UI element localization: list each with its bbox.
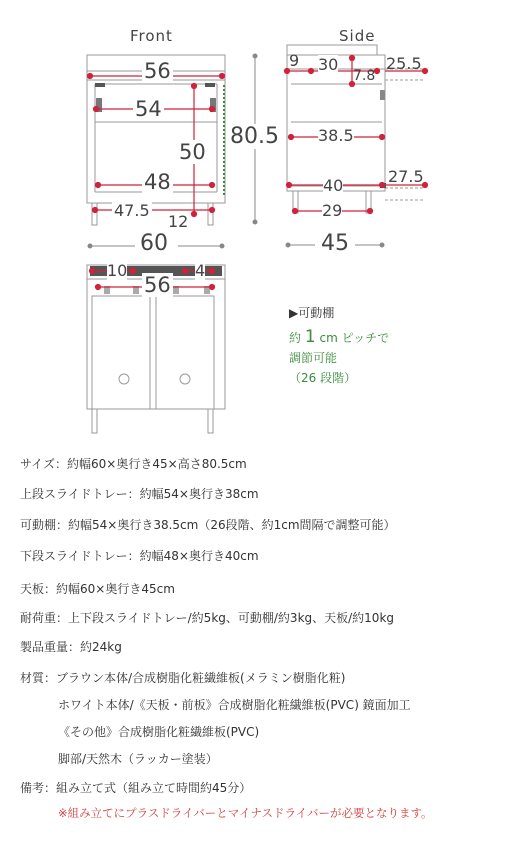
spec-top-board: 天板：約幅60×奥行き45cm (20, 582, 175, 596)
movable-line1-num: 1 (304, 327, 316, 347)
dim-side-lower: 40 (323, 176, 344, 195)
dim-side-shelf: 38.5 (318, 126, 354, 145)
dim-total-width: 60 (140, 231, 168, 256)
dim-front-leg-height: 12 (168, 212, 189, 231)
movable-shelf-note (289, 304, 389, 388)
dim-front-upper-tray: 54 (135, 97, 162, 121)
dim-side-lower-right: 27.5 (388, 167, 424, 186)
spec-material-3: 《その他》合成樹脂化粧繊維板(PVC) (58, 725, 260, 739)
dim-front-inner-height: 50 (179, 140, 206, 164)
spec-material-2: ホワイト本体/《天板・前板》合成樹脂化粧繊維板(PVC) 鏡面加工 (58, 698, 411, 712)
dim-side-b: 30 (318, 55, 339, 74)
spec-size: サイズ：約幅60×奥行き45×高さ80.5cm (20, 457, 247, 471)
dim-side-d: 7.8 (353, 68, 376, 84)
dim-bottom-c: 56 (144, 273, 171, 297)
dim-bottom-a: 10 (107, 261, 128, 280)
spec-movable-shelf: 可動棚：約幅54×奥行き38.5cm（26段階、約1cm間隔で調整可能） (20, 518, 396, 532)
dim-side-a: 9 (289, 51, 300, 70)
movable-line3: （26 段階） (289, 371, 357, 385)
movable-line1-prefix: 約 (289, 331, 302, 345)
spec-remarks: 備考：組み立て式（組み立て時間約45分） (20, 781, 252, 795)
dim-side-leg-span: 29 (322, 201, 343, 220)
spec-upper-tray: 上段スライドトレー：約幅54×奥行き38cm (20, 487, 259, 501)
movable-shelf-title: ▶可動棚 (289, 306, 335, 320)
spec-material-4: 脚部/天然木（ラッカー塗装） (58, 752, 218, 766)
spec-load-capacity: 耐荷重：上下段スライドトレー/約5kg、可動棚/約3kg、天板/約10kg (20, 611, 395, 625)
side-view-label: Side (339, 27, 376, 45)
dim-total-depth: 45 (321, 231, 349, 256)
dim-front-leg-span: 47.5 (114, 201, 150, 220)
spec-weight: 製品重量：約24kg (20, 640, 122, 654)
spec-material-1: 材質：ブラウン本体/合成樹脂化粧繊維板(メラミン樹脂化粧) (20, 671, 346, 685)
dim-front-lower-tray: 48 (144, 170, 171, 194)
movable-line2: 調節可能 (289, 351, 338, 365)
spec-lower-tray: 下段スライドトレー：約幅48×奥行き40cm (20, 549, 259, 563)
dim-front-top-width: 56 (144, 59, 171, 83)
movable-line1-suffix: cm ピッチで (319, 331, 390, 345)
dim-total-height: 80.5 (230, 124, 279, 149)
spec-assembly-note: ※組み立てにプラスドライバーとマイナスドライバーが必要となります。 (58, 806, 433, 820)
dim-bottom-b: 4 (195, 261, 206, 280)
dim-side-c: 25.5 (386, 54, 422, 73)
front-view-label: Front (130, 27, 173, 45)
